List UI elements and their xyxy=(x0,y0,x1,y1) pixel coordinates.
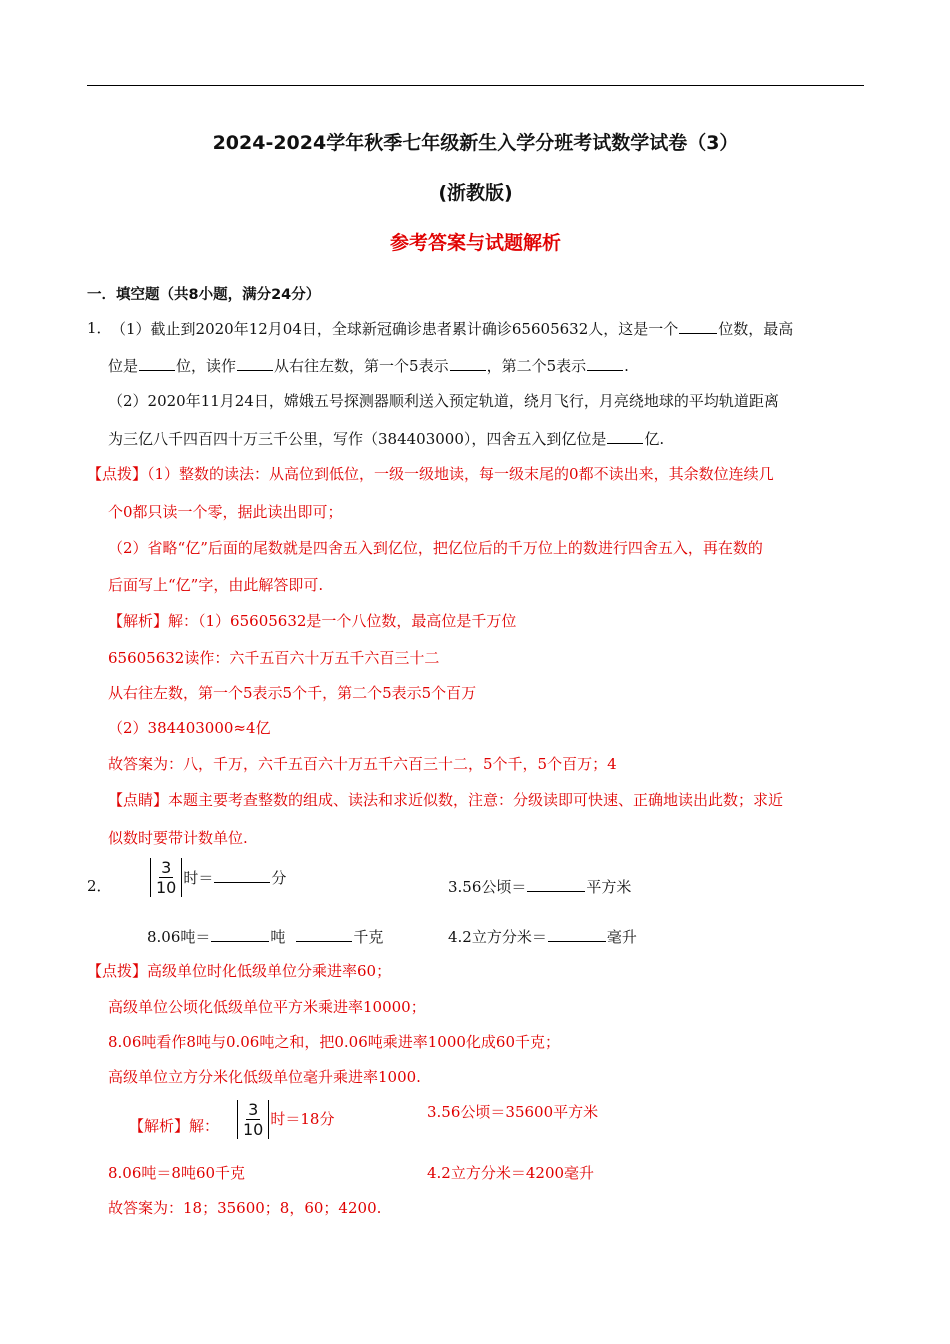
q2-hint-line2: 高级单位公顷化低级单位平方米乘进率10000； xyxy=(108,998,426,1016)
exam-edition: (浙教版) xyxy=(438,182,513,204)
q2-solution-d: 4.2立方分米＝4200毫升 xyxy=(427,1164,595,1182)
answer-blank xyxy=(548,927,606,942)
q1-line4: 为三亿八千四百四十万三千公里，写作（384403000），四舍五入到亿位是 亿. xyxy=(108,430,665,448)
q1-solution-line3: 从右往左数，第一个5表示5个千，第二个5表示5个百万 xyxy=(108,684,477,702)
answer-blank xyxy=(679,319,717,334)
q2-item-c: 8.06吨＝ 吨 千克 xyxy=(147,928,384,946)
fraction: $\frac{3}{10}$ xyxy=(237,1100,269,1139)
q1-hint-line2: 个0都只读一个零，据此读出即可； xyxy=(108,503,343,521)
exam-title: 2024-2024学年秋季七年级新生入学分班考试数学试卷（3） xyxy=(212,132,739,154)
q1-solution-line4: （2）384403000≈4亿 xyxy=(108,719,271,737)
q2-answer: 故答案为：18；35600；8，60；4200. xyxy=(108,1199,382,1217)
q2-item-b: 3.56公顷＝ 平方米 xyxy=(448,878,632,896)
q1-answer: 故答案为：八，千万，六千五百六十万五千六百三十二，5个千，5个百万；4 xyxy=(108,755,617,773)
fraction: $\frac{3}{10}$ xyxy=(150,858,182,897)
q1-hint-line1: 【点拨】（1）整数的读法：从高位到低位，一级一级地读，每一级末尾的0都不读出来，其余数位连续几 xyxy=(87,465,774,483)
answer-blank xyxy=(296,927,352,942)
q2-hint-line4: 高级单位立方分米化低级单位毫升乘进率1000. xyxy=(108,1068,421,1086)
q2-solution-lead: 【解析】解： xyxy=(129,1117,220,1135)
q2-solution-a: $\frac{3}{10}$ 时＝18分 xyxy=(237,1100,334,1139)
answer-blank xyxy=(450,356,486,371)
answer-blank xyxy=(527,877,585,892)
q2-item-d: 4.2立方分米＝ 毫升 xyxy=(448,928,637,946)
q2-number: 2． xyxy=(87,877,112,895)
q2-hint-line1: 【点拨】高级单位时化低级单位分乘进率60； xyxy=(87,962,392,980)
q1-solution-line2: 65605632读作：六千五百六十万五千六百三十二 xyxy=(108,649,440,667)
answer-subtitle: 参考答案与试题解析 xyxy=(389,232,561,254)
section-heading: 一．填空题（共8小题，满分24分） xyxy=(87,287,321,303)
q1-hint-line4: 后面写上“亿”字，由此解答即可. xyxy=(108,576,324,594)
q2-solution-c: 8.06吨＝8吨60千克 xyxy=(108,1164,246,1182)
answer-blank xyxy=(214,868,270,883)
q1-line2: 位是 位，读作 从右往左数，第一个5表示 ，第二个5表示 . xyxy=(108,357,629,375)
q1-comment-line1: 【点睛】本题主要考查整数的组成、读法和求近似数，注意：分级读即可快速、正确地读出此数；求近 xyxy=(108,791,784,809)
answer-blank xyxy=(211,927,269,942)
q1-line3: （2）2020年11月24日，嫦娥五号探测器顺利送入预定轨道，绕月飞行，月亮绕地球的平均轨道距离 xyxy=(108,392,779,410)
q1-line1: （1）截止到2020年12月04日，全球新冠确诊患者累计确诊65605632人，这是一个 位数，最高 xyxy=(111,320,794,338)
answer-blank xyxy=(139,356,175,371)
q2-solution-b: 3.56公顷＝35600平方米 xyxy=(427,1103,599,1121)
q1-number: 1． xyxy=(87,319,112,337)
top-rule xyxy=(87,85,864,86)
q2-item-a: $\frac{3}{10}$ 时＝ 分 xyxy=(150,858,286,897)
q2-hint-line3: 8.06吨看作8吨与0.06吨之和，把0.06吨乘进率1000化成60千克； xyxy=(108,1033,561,1051)
answer-blank xyxy=(587,356,623,371)
answer-blank xyxy=(237,356,273,371)
q1-hint-line3: （2）省略“亿”后面的尾数就是四舍五入到亿位，把亿位后的千万位上的数进行四舍五入，再在数的 xyxy=(108,539,763,557)
q1-solution-line1: 【解析】解：（1）65605632是一个八位数，最高位是千万位 xyxy=(108,612,517,630)
q1-comment-line2: 似数时要带计数单位. xyxy=(108,829,248,847)
answer-blank xyxy=(607,429,643,444)
